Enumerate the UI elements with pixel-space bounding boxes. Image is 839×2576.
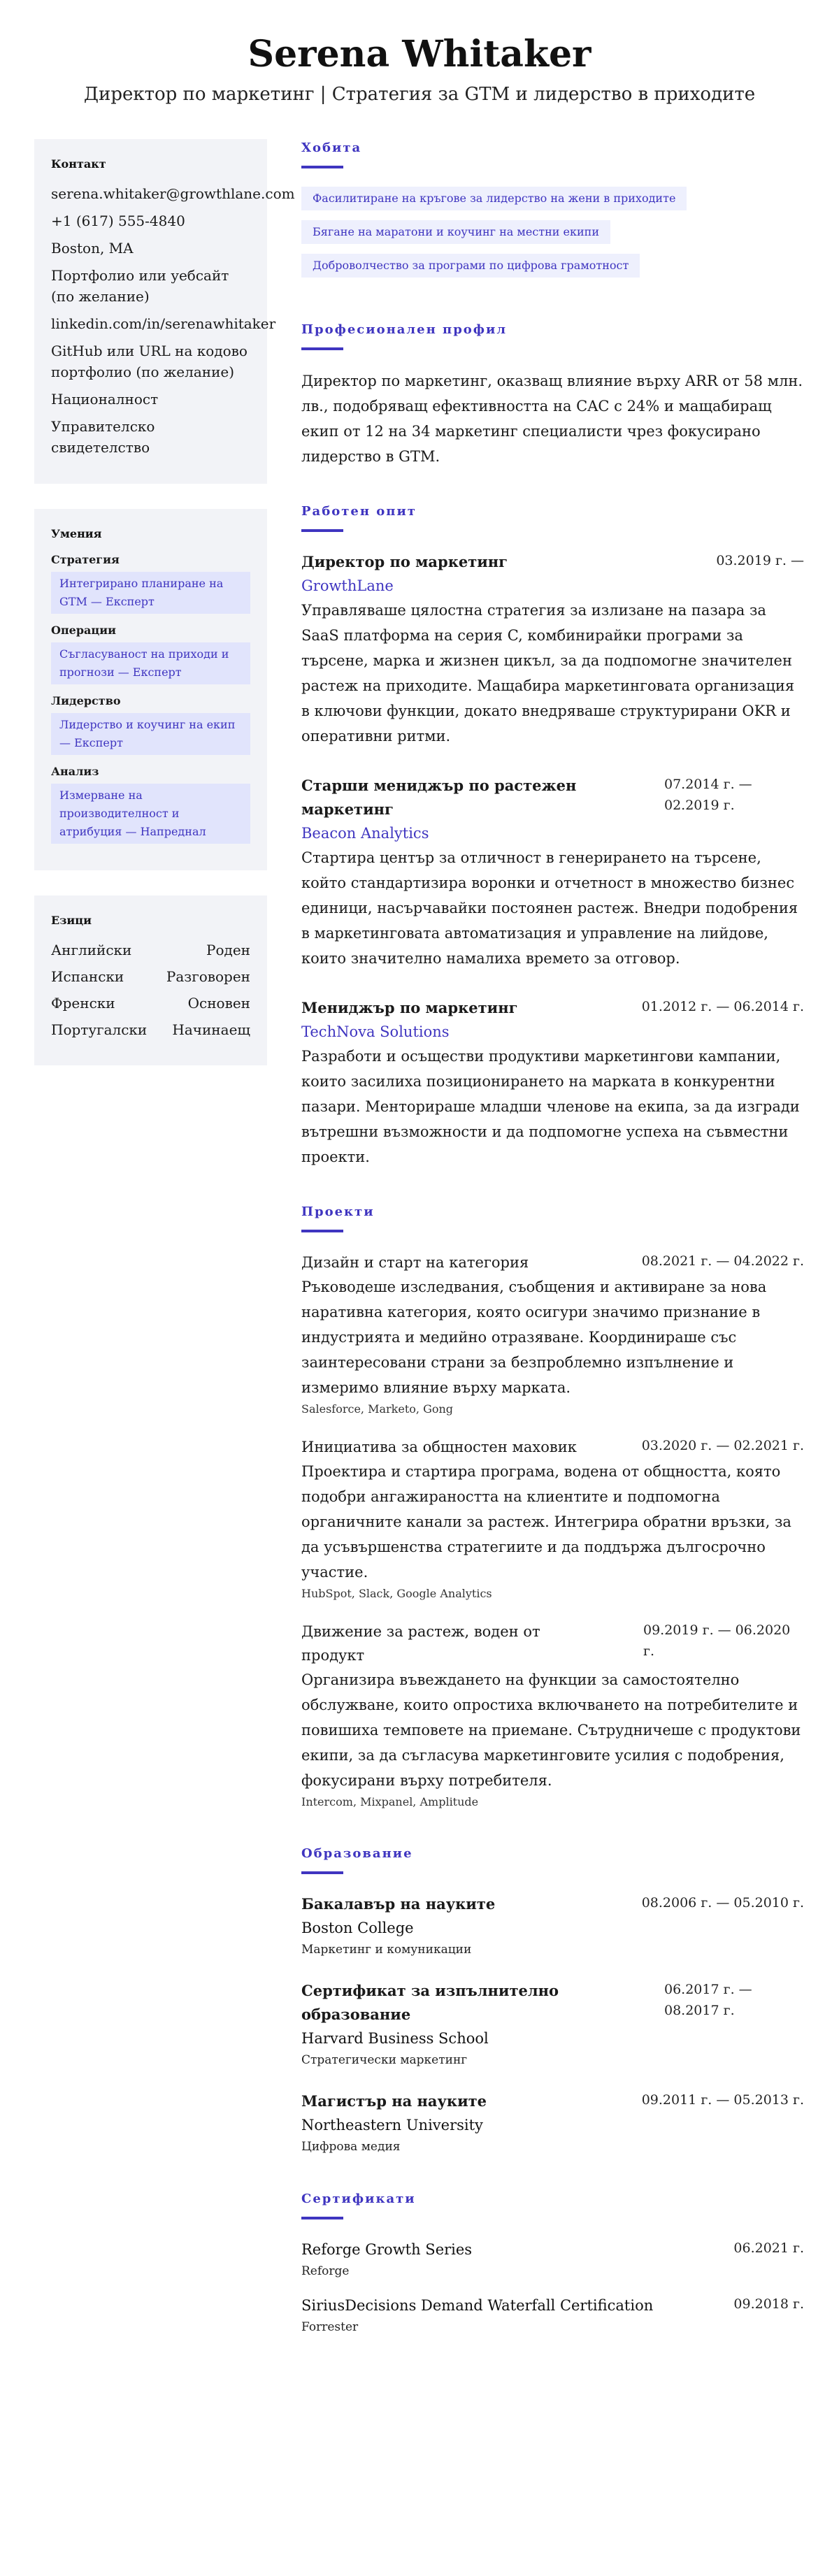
candidate-name: Serena Whitaker [248,33,591,75]
project-date: 03.2020 г. — 02.2021 г. [641,1438,804,1453]
contact-title: Контакт [51,157,106,171]
skill-category: Операции [51,624,116,637]
skill-category: Анализ [51,765,99,778]
skill-chip: Интегрирано планиране на GTM — Експерт [51,572,250,614]
certification-entry [301,2238,804,2281]
project-description: Ръководеше изследвания, съобщения и активиране за нова наративна категория, която осигури значимо признание в индустрията и медийно отразяване. Координираше със заинтересовани страни за безпроблемно изпълнение и измеримо влияние върху марката. [301,1279,767,1396]
contact-linkedin[interactable]: linkedin.com/in/serenawhitaker [51,315,276,332]
job-title: Старши мениджър по растежен маркетинг [301,777,577,818]
section-divider [301,166,343,168]
school: Northeastern University [301,2117,483,2134]
hobbies-section [301,139,804,287]
certification-issuer: Reforge [301,2264,350,2278]
profile-text: Директор по маркетинг, оказващ влияние върху ARR от 58 млн. лв., подобряващ ефективността на CAC с 24% и мащабиращ екип от 12 на 34 маркетинг специалисти чрез фокусирано лидерство в GTM. [301,373,803,465]
language-level: Основен [187,995,250,1012]
section-divider [301,1871,343,1874]
contact-location: Boston, MA [51,240,134,257]
skill-chip: Измерване на производителност и атрибуция — Напреднал [51,784,250,844]
section-title: Професионален профил [301,322,508,337]
section-title: Образование [301,1846,413,1861]
skill-chip: Съгласуваност на приходи и прогнози — Експерт [51,642,250,684]
languages-title: Езици [51,914,92,927]
job-date: 01.2012 г. — 06.2014 г. [641,999,804,1014]
resume-header [0,0,839,106]
project-tools: Intercom, Mixpanel, Amplitude [301,1795,479,1808]
project-entry [301,1620,804,1811]
job-company: Beacon Analytics [301,825,429,842]
project-description: Проектира и стартира програма, водена от общността, която подобри ангажираността на клиентите и подпомогна органичните канали за растеж. Интегрира обратни връзки, за да усъвършенства стратегиите и да поддържа дългосрочно участие. [301,1463,791,1581]
language-level: Роден [206,942,250,958]
school: Boston College [301,1920,414,1936]
job-entry [301,996,804,1170]
candidate-headline: Директор по маркетинг | Стратегия за GTM и лидерство в приходите [83,84,756,105]
project-description: Организира въвеждането на функции за самостоятелно обслужване, които опростиха включването на потребителите и повишиха темповете на приемане. Сътрудничеше с продуктови екипи, за да съгласува маркетинговите усилия с подобрения, фокусирани върху потребителя. [301,1671,801,1789]
skill-category: Стратегия [51,553,120,566]
language-level: Разговорен [166,968,250,985]
projects-section [301,1203,804,1811]
contact-github: GitHub или URL на кодово портфолио (по желание) [51,343,248,380]
education-entry [301,1892,804,1959]
job-date: 07.2014 г. — 02.2019 г. [664,777,752,813]
skill-chip: Лидерство и коучинг на екип — Експерт [51,713,250,755]
hobby-chip: Доброволчество за програми по цифрова грамотност [301,254,640,278]
section-divider [301,347,343,350]
education-date: 06.2017 г. — 08.2017 г. [664,1982,752,2018]
contact-phone: +1 (617) 555-4840 [51,213,185,229]
contact-portfolio: Портфолио или уебсайт (по желание) [51,267,229,305]
degree: Сертификат за изпълнително образование [301,1982,559,2023]
languages-box [34,895,267,1065]
profile-section [301,321,804,469]
degree: Бакалавър на науките [301,1895,496,1913]
hobby-chip: Бягане на маратони и коучинг на местни екипи [301,220,610,244]
job-entry [301,774,804,971]
project-entry [301,1435,804,1603]
language-row [51,940,250,960]
certification-name: Reforge Growth Series [301,2241,473,2258]
field-of-study: Стратегически маркетинг [301,2053,468,2067]
certifications-section [301,2190,804,2337]
language-row [51,966,250,987]
project-title: Движение за растеж, воден от продукт [301,1623,540,1664]
language-name: Френски [51,995,115,1012]
sidebar [34,139,295,1091]
project-entry [301,1251,804,1418]
contact-box [34,139,295,484]
main-content [301,139,804,2370]
job-company: GrowthLane [301,577,394,594]
skill-category: Лидерство [51,694,121,707]
hobby-chip: Фасилитиране на кръгове за лидерство на жени в приходите [301,187,687,210]
skills-title: Умения [51,527,102,540]
job-description: Разработи и осъществи продуктиви маркетингови кампании, които засилиха позиционирането на марката в конкурентни пазари. Менторираше младши членове на екипа, за да изгради вътрешни възможности и да подпомогне успеха на съвместни проекти. [301,1048,800,1165]
language-level: Начинаещ [172,1021,250,1038]
contact-license: Управителско свидетелство [51,418,155,456]
education-date: 08.2006 г. — 05.2010 г. [641,1895,804,1911]
language-name: Английски [51,942,132,958]
language-name: Португалски [51,1021,148,1038]
section-divider [301,2217,343,2219]
job-title: Мениджър по маркетинг [301,999,518,1016]
project-tools: HubSpot, Slack, Google Analytics [301,1587,492,1600]
section-divider [301,529,343,532]
job-description: Управляваше цялостна стратегия за излизане на пазара за SaaS платформа на серия C, комбинирайки програми за търсене, марка и жизнен цикъл, за да подпомогне значителен растеж на приходите. Мащабира маркетинговата организация в ключови функции, докато внедряваше структурирани OKR и оперативни ритми. [301,602,795,744]
school: Harvard Business School [301,2030,489,2047]
contact-email[interactable]: serena.whitaker@growthlane.com [51,185,295,202]
certification-name: SiriusDecisions Demand Waterfall Certification [301,2297,654,2314]
project-date: 09.2019 г. — 06.2020 г. [643,1622,791,1659]
section-title: Работен опит [301,504,417,519]
project-title: Дизайн и старт на категория [301,1254,529,1271]
experience-section [301,503,804,1170]
job-description: Стартира център за отличност в генерирането на търсене, който стандартизира воронки и отчетност в множество бизнес единици, насърчавайки постоянен растеж. Внедри подобрения в маркетинговата автоматизация и управление на лийдове, които значително намалиха времето за отговор. [301,849,798,967]
job-date: 03.2019 г. — [716,553,804,568]
section-title: Проекти [301,1204,375,1219]
degree: Магистър на науките [301,2092,487,2110]
education-entry [301,1979,804,2070]
field-of-study: Цифрова медия [301,2140,401,2154]
education-section [301,1845,804,2157]
contact-nationality: Националност [51,391,159,408]
education-entry [301,2089,804,2157]
language-row [51,993,250,1014]
language-name: Испански [51,968,124,985]
certification-date: 09.2018 г. [733,2296,804,2312]
job-company: TechNova Solutions [301,1023,450,1040]
project-title: Инициатива за общностен маховик [301,1439,577,1455]
project-tools: Salesforce, Marketo, Gong [301,1402,454,1416]
job-entry [301,550,804,749]
language-row [51,1019,250,1040]
skills-box [34,509,267,870]
section-divider [301,1230,343,1232]
field-of-study: Маркетинг и комуникации [301,1943,472,1957]
certification-issuer: Forrester [301,2320,359,2334]
certification-date: 06.2021 г. [733,2240,804,2256]
certification-entry [301,2294,804,2337]
education-date: 09.2011 г. — 05.2013 г. [641,2092,804,2108]
section-title: Хобита [301,141,362,155]
project-date: 08.2021 г. — 04.2022 г. [641,1253,804,1269]
job-title: Директор по маркетинг [301,553,508,570]
section-title: Сертификати [301,2192,416,2206]
